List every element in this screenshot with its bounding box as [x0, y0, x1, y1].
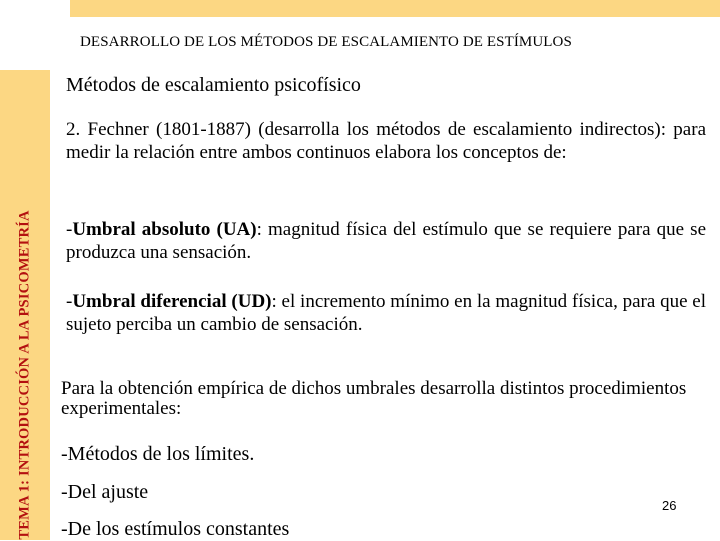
method-item: -Métodos de los límites.	[61, 443, 255, 465]
differential-threshold-term: Umbral diferencial (UD)	[72, 291, 272, 312]
differential-threshold-paragraph	[66, 290, 706, 336]
sidebar-accent-bar	[0, 70, 50, 540]
empirical-procedures-paragraph: Para la obtención empírica de dichos umbrales desarrolla distintos procedimientos experimentales:	[61, 378, 687, 419]
bullet-dash: -	[66, 219, 73, 240]
absolute-threshold-definition: : magnitud física del estímulo que se requiere para que se produzca una sensación.	[66, 219, 706, 263]
page-number: 26	[662, 498, 677, 513]
method-item: -Del ajuste	[61, 481, 149, 503]
sidebar-topic-label: TEMA 1: INTRODUCCIÓN A LA PSICOMETRÍA	[16, 210, 33, 540]
absolute-threshold-term: Umbral absoluto (UA)	[72, 219, 257, 240]
slide-title: DESARROLLO DE LOS MÉTODOS DE ESCALAMIENTO DE ESTÍMULOS	[80, 34, 572, 50]
absolute-threshold-paragraph	[66, 218, 706, 264]
method-item: -De los estímulos constantes	[61, 518, 290, 540]
bullet-dash: -	[66, 291, 73, 312]
section-subtitle: Métodos de escalamiento psicofísico	[66, 74, 361, 96]
differential-threshold-definition: : el incremento mínimo en la magnitud física, para que el sujeto perciba un cambio de sensación.	[66, 291, 706, 335]
fechner-paragraph: 2. Fechner (1801-1887) (desarrolla los métodos de escalamiento indirectos): para medir la relación entre ambos continuos elabora los conceptos de:	[66, 119, 706, 163]
top-accent-bar	[70, 0, 720, 17]
